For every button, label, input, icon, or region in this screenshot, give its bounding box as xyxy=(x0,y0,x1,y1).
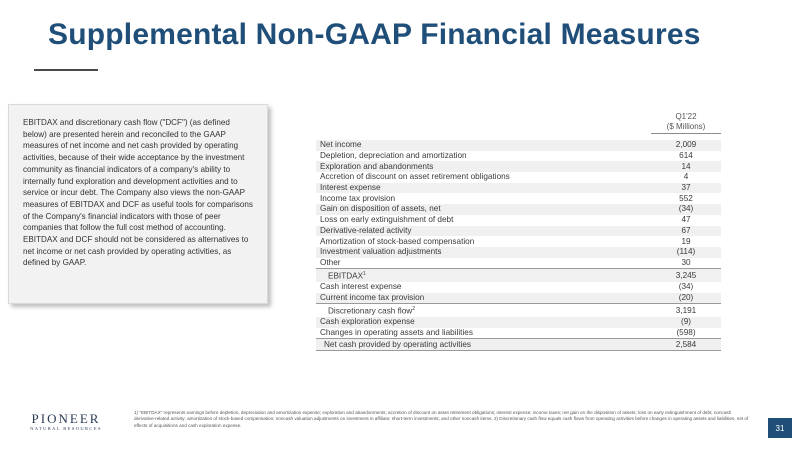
row-label: Loss on early extinguishment of debt xyxy=(320,215,454,225)
row-label: Derivative-related activity xyxy=(316,226,651,237)
ebitdax-row xyxy=(316,269,721,282)
row-label: Cash interest expense xyxy=(320,282,402,292)
row-value: 3,245 xyxy=(651,269,721,282)
row-value: 37 xyxy=(651,183,721,194)
table-row xyxy=(316,204,721,215)
column-header-rule xyxy=(651,133,721,134)
row-label: Depletion, depreciation and amortization xyxy=(320,151,467,161)
row-label: Gain on disposition of assets, net xyxy=(316,204,651,215)
row-value: 30 xyxy=(681,257,691,267)
row-label: Amortization of stock-based compensation xyxy=(320,236,475,246)
table-row xyxy=(316,247,721,258)
row-value: 19 xyxy=(681,236,691,246)
row-value: (114) xyxy=(651,247,721,258)
table-row xyxy=(316,328,721,339)
row-label: Current income tax provision xyxy=(316,293,651,304)
row-value: 614 xyxy=(679,151,693,161)
row-label: Discretionary cash flow$^2$ xyxy=(316,304,651,317)
row-label: Interest expense xyxy=(316,183,651,194)
page-title: Supplemental Non-GAAP Financial Measures xyxy=(48,18,701,51)
row-value: 3,191 xyxy=(651,304,721,317)
table-row xyxy=(316,236,721,247)
table-row xyxy=(316,140,721,151)
row-label: Exploration and abandonments xyxy=(316,161,651,172)
table-row xyxy=(316,172,721,183)
row-value: 14 xyxy=(651,161,721,172)
row-value: 552 xyxy=(679,193,693,203)
row-label: Investment valuation adjustments xyxy=(316,247,651,258)
table-row xyxy=(316,293,721,304)
row-value: 2,584 xyxy=(651,339,721,351)
row-value: (598) xyxy=(676,328,696,338)
description-box xyxy=(8,104,268,304)
row-label: Other xyxy=(320,257,341,267)
column-header-period: Q1'22 xyxy=(675,112,697,121)
row-value: (34) xyxy=(651,204,721,215)
logo-wordmark: PIONEER xyxy=(31,411,101,426)
column-header-units: ($ Millions) xyxy=(666,122,706,131)
row-value: (9) xyxy=(651,317,721,328)
table-row xyxy=(316,215,721,226)
footnote-marker: 1 xyxy=(363,271,366,278)
row-label: Net income xyxy=(316,140,651,151)
column-header xyxy=(651,112,721,132)
table-row xyxy=(316,193,721,204)
table-row xyxy=(316,282,721,293)
row-label: EBITDAX$^1$ xyxy=(316,269,651,282)
table-row xyxy=(316,226,721,237)
logo-subtitle: NATURAL RESOURCES xyxy=(30,426,102,431)
discretionary-cash-flow-row xyxy=(316,304,721,317)
row-value: 2,009 xyxy=(651,140,721,151)
row-label: Income tax provision xyxy=(320,193,396,203)
row-value: (34) xyxy=(678,282,694,292)
row-value: (20) xyxy=(651,293,721,304)
table-row xyxy=(316,161,721,172)
table-row xyxy=(316,183,721,194)
title-underline xyxy=(34,69,98,71)
description-text: EBITDAX and discretionary cash flow ("DCF") (as defined below) are presented herein and reconciled to the GAAP measures of net income and net cash provided by operating activities, because of their wide acceptance by the investment community as financial indicators of a company's ability to internally fund exploration and development activities and to service or incur debt. The Company also views the non-GAAP measures of EBITDAX and DCF as useful tools for comparisons of the Company's financial indicators with those of peer companies that follow the full cost method of accounting. EBITDAX and DCF should not be considered as alternatives to net income or net cash provided by operating activities, as defined by GAAP. xyxy=(23,118,253,268)
table-row xyxy=(316,258,721,269)
row-label: Cash exploration expense xyxy=(316,317,651,328)
page-number-badge: 31 xyxy=(768,418,792,438)
row-label: Net cash provided by operating activities xyxy=(316,339,651,351)
table-row xyxy=(316,151,721,162)
net-cash-operating-row xyxy=(316,339,721,351)
footnotes: 1) "EBITDAX" represents earnings before depletion, depreciation and amortization expense; exploration and abandonments; accretion of discount on asset retirement obligations; interest expense; income taxes; net gain on the disposition of assets; loss on early extinguishment of debt; noncash derivative-related activity; amortization of stock-based compensation; noncash valuation adjustments on investment in affiliate; short-term investments; and other noncash items. 2) Discretionary cash flow equals cash flows from operating activities before changes in operating assets and liabilities, net of effects of acquisitions and cash exploration expense. xyxy=(134,410,749,428)
row-label: Accretion of discount on asset retirement obligations xyxy=(320,172,510,182)
table-row xyxy=(316,317,721,328)
row-value: 47 xyxy=(681,215,691,225)
row-value: 4 xyxy=(683,172,689,182)
reconciliation-table xyxy=(316,140,721,351)
row-label: Changes in operating assets and liabilities xyxy=(320,328,473,338)
row-value: 67 xyxy=(651,226,721,237)
company-logo xyxy=(22,412,110,432)
footnote-marker: 2 xyxy=(412,306,415,313)
